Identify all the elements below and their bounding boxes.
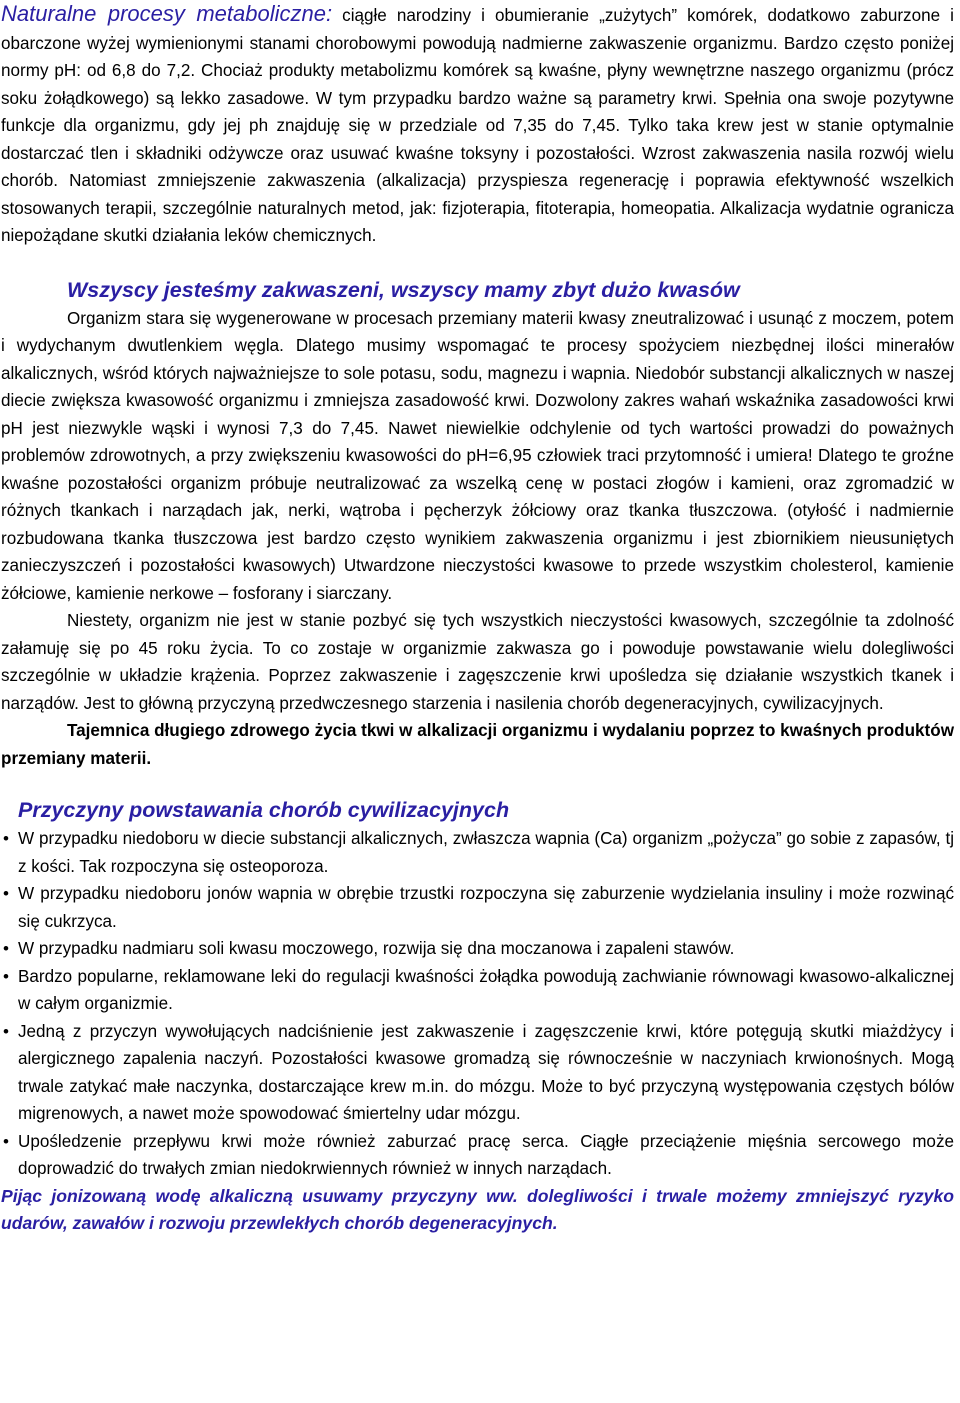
list-item-text: Bardzo popularne, reklamowane leki do regulacji kwaśności żołądka powodują zachwianie równowagi kwasowo-alkalicznej w całym organizmie. xyxy=(18,966,954,1013)
closing-statement-text: Pijąc jonizowaną wodę alkaliczną usuwamy przyczyny ww. dolegliwości i trwale możemy zmniejszyć ryzyko udarów, zawałów i rozwoju przewlekłych chorób degeneracyjnych xyxy=(1,1185,954,1233)
list-item-text: Jedną z przyczyn wywołujących nadciśnienie jest zakwaszenie i zagęszczenie krwi, które potęgują skutki miażdżycy i alergicznego zapalenia naczyń. Pozostałości kwasowe gromadzą się równocześnie w naczyniach krwionośnych. Mogą trwale zatykać małe naczynka, dostarczające krew m.in. do mózgu. Może to być przyczyną występowania częstych bólów migrenowych, a nawet może spowodować śmiertelny udar mózgu. xyxy=(18,1021,954,1123)
list-item-text: W przypadku nadmiaru soli kwasu moczowego, rozwija się dna moczanowa i zapaleni stawów. xyxy=(18,939,735,958)
longevity-statement: Tajemnica długiego zdrowego życia tkwi w alkalizacji organizmu i wydalaniu poprzez to kwaśnych produktów przemiany materii. xyxy=(1,721,954,768)
acidification-heading: Wszyscy jesteśmy zakwaszeni, wszyscy mamy zbyt dużo kwasów xyxy=(67,277,740,302)
list-item xyxy=(1,825,954,880)
list-item xyxy=(1,880,954,935)
civilization-diseases-heading: Przyczyny powstawania chorób cywilizacyjnych xyxy=(18,798,510,822)
acidification-paragraph-1: Organizm stara się wygenerowane w procesach przemiany materii kwasy zneutralizować i usunąć z moczem, potem i wydychanym dwutlenkiem węgla. Dlatego musimy wspomagać te procesy spożyciem niezbędnej ilości minerałów alkalicznych, wśród których najważniejsze to sole potasu, sodu, magnezu i wapnia. Niedobór substancji alkalicznych w naszej diecie zwiększa kwasowość organizmu i zmniejsza zasadowość krwi. Dozwolony zakres wahań wskaźnika zasadowości krwi pH jest niezwykle wąski i wynosi 7,3 do 7,45. Nawet niewielkie odchylenie od tych wartości prowadzi do poważnych problemów zdrowotnych, a przy zwiększeniu kwasowości do pH=6,95 człowiek traci przytomność i umiera! Dlatego te groźne kwaśne pozostałości organizm próbuje neutralizować za wszelką cenę w postaci złogów i kamieni, oraz zgromadzić w różnych tkankach i narządach jak, nerki, wątroba i pęcherzyk żółciowy oraz tkanka tłuszczowa. (otyłość i nadmiernie rozbudowana tkanka tłuszczowa jest bardzo często wynikiem zakwaszenia organizmu i jest zbiornikiem nieusuniętych zanieczyszczeń i pozostałości kwasowych) Utwardzone nieczystości kwasowe to przede wszystkim cholesterol, kamienie żółciowe, kamienie nerkowe – fosforany i siarczany. xyxy=(1,308,954,603)
list-item xyxy=(1,935,954,963)
list-item-text: W przypadku niedoboru w diecie substancji alkalicznych, zwłaszcza wapnia (Ca) organizm „pożycza” go sobie z zapasów, tj z kości. Tak rozpoczyna się osteoporoza. xyxy=(18,829,954,876)
bullet-icon: • xyxy=(3,1021,9,1041)
closing-statement-period: . xyxy=(552,1213,558,1233)
acidification-paragraph-2: Niestety, organizm nie jest w stanie pozbyć się tych wszystkich nieczystości kwasowych, szczególnie ta zdolność załamuję się po 45 roku życia. To co zostaje w organizmie zakwasza go i powoduje powstawanie wielu dolegliwości szczególnie w układzie krążenia. Poprzez zakwaszenie i zagęszczenie krwi upośledza się działanie wszystkich tkanek i narządów. Jest to główną przyczyną przedwczesnego starzenia i nasilenia chorób degeneracyjnych, cywilizacyjnych. xyxy=(1,611,954,713)
list-item-text: W przypadku niedoboru jonów wapnia w obrębie trzustki rozpoczyna się zaburzenie wydzielania insuliny i może rozwinąć się cukrzyca. xyxy=(18,884,954,931)
list-item xyxy=(1,1128,954,1183)
metabolic-processes-paragraph xyxy=(1,0,954,250)
bullet-icon: • xyxy=(3,939,9,958)
bullet-icon: • xyxy=(3,1131,9,1151)
bullet-icon: • xyxy=(3,966,9,986)
causes-list xyxy=(1,825,954,1183)
list-item xyxy=(1,1018,954,1128)
metabolic-processes-lead-title: Naturalne procesy metaboliczne: xyxy=(1,1,333,26)
bullet-icon: • xyxy=(3,884,9,903)
bullet-icon: • xyxy=(3,829,9,848)
list-item-text: Upośledzenie przepływu krwi może również zaburzać pracę serca. Ciągłe przeciążenie mięśnia sercowego może doprowadzić do trwałych zmian niedokrwiennych również w innych narządach. xyxy=(18,1131,954,1178)
closing-statement xyxy=(1,1183,954,1238)
metabolic-processes-body: ciągłe narodziny i obumieranie „zużytych” komórek, dodatkowo zaburzone i obarczone wyżej wymienionymi stanami chorobowymi powodują nadmierne zakwaszenie organizmu. Bardzo często poniżej normy pH: od 6,8 do 7,2. Chociaż produkty metabolizmu komórek są kwaśne, płyny wewnętrzne naszego organizmu (prócz soku żołądkowego) są lekko zasadowe. W tym przypadku bardzo ważne są parametry krwi. Spełnia ona swoje pozytywne funkcje dla organizmu, gdy jej ph znajduję się w przedziale od 7,35 do 7,45. Tylko taka krew jest w stanie optymalnie dostarczać tlen i składniki odżywcze oraz usuwać kwaśne toksyny i pozostałości. Wzrost zakwaszenia nasila rozwój wielu chorób. Natomiast zmniejszenie zakwaszenia (alkalizacja) przyspiesza regenerację i poprawia efektywność wszelkich stosowanych terapii, szczególnie naturalnych metod, jak: fizjoterapia, fitoterapia, homeopatia. Alkalizacja wydatnie ogranicza niepożądane skutki działania leków chemicznych. xyxy=(1,6,954,245)
list-item xyxy=(1,963,954,1018)
